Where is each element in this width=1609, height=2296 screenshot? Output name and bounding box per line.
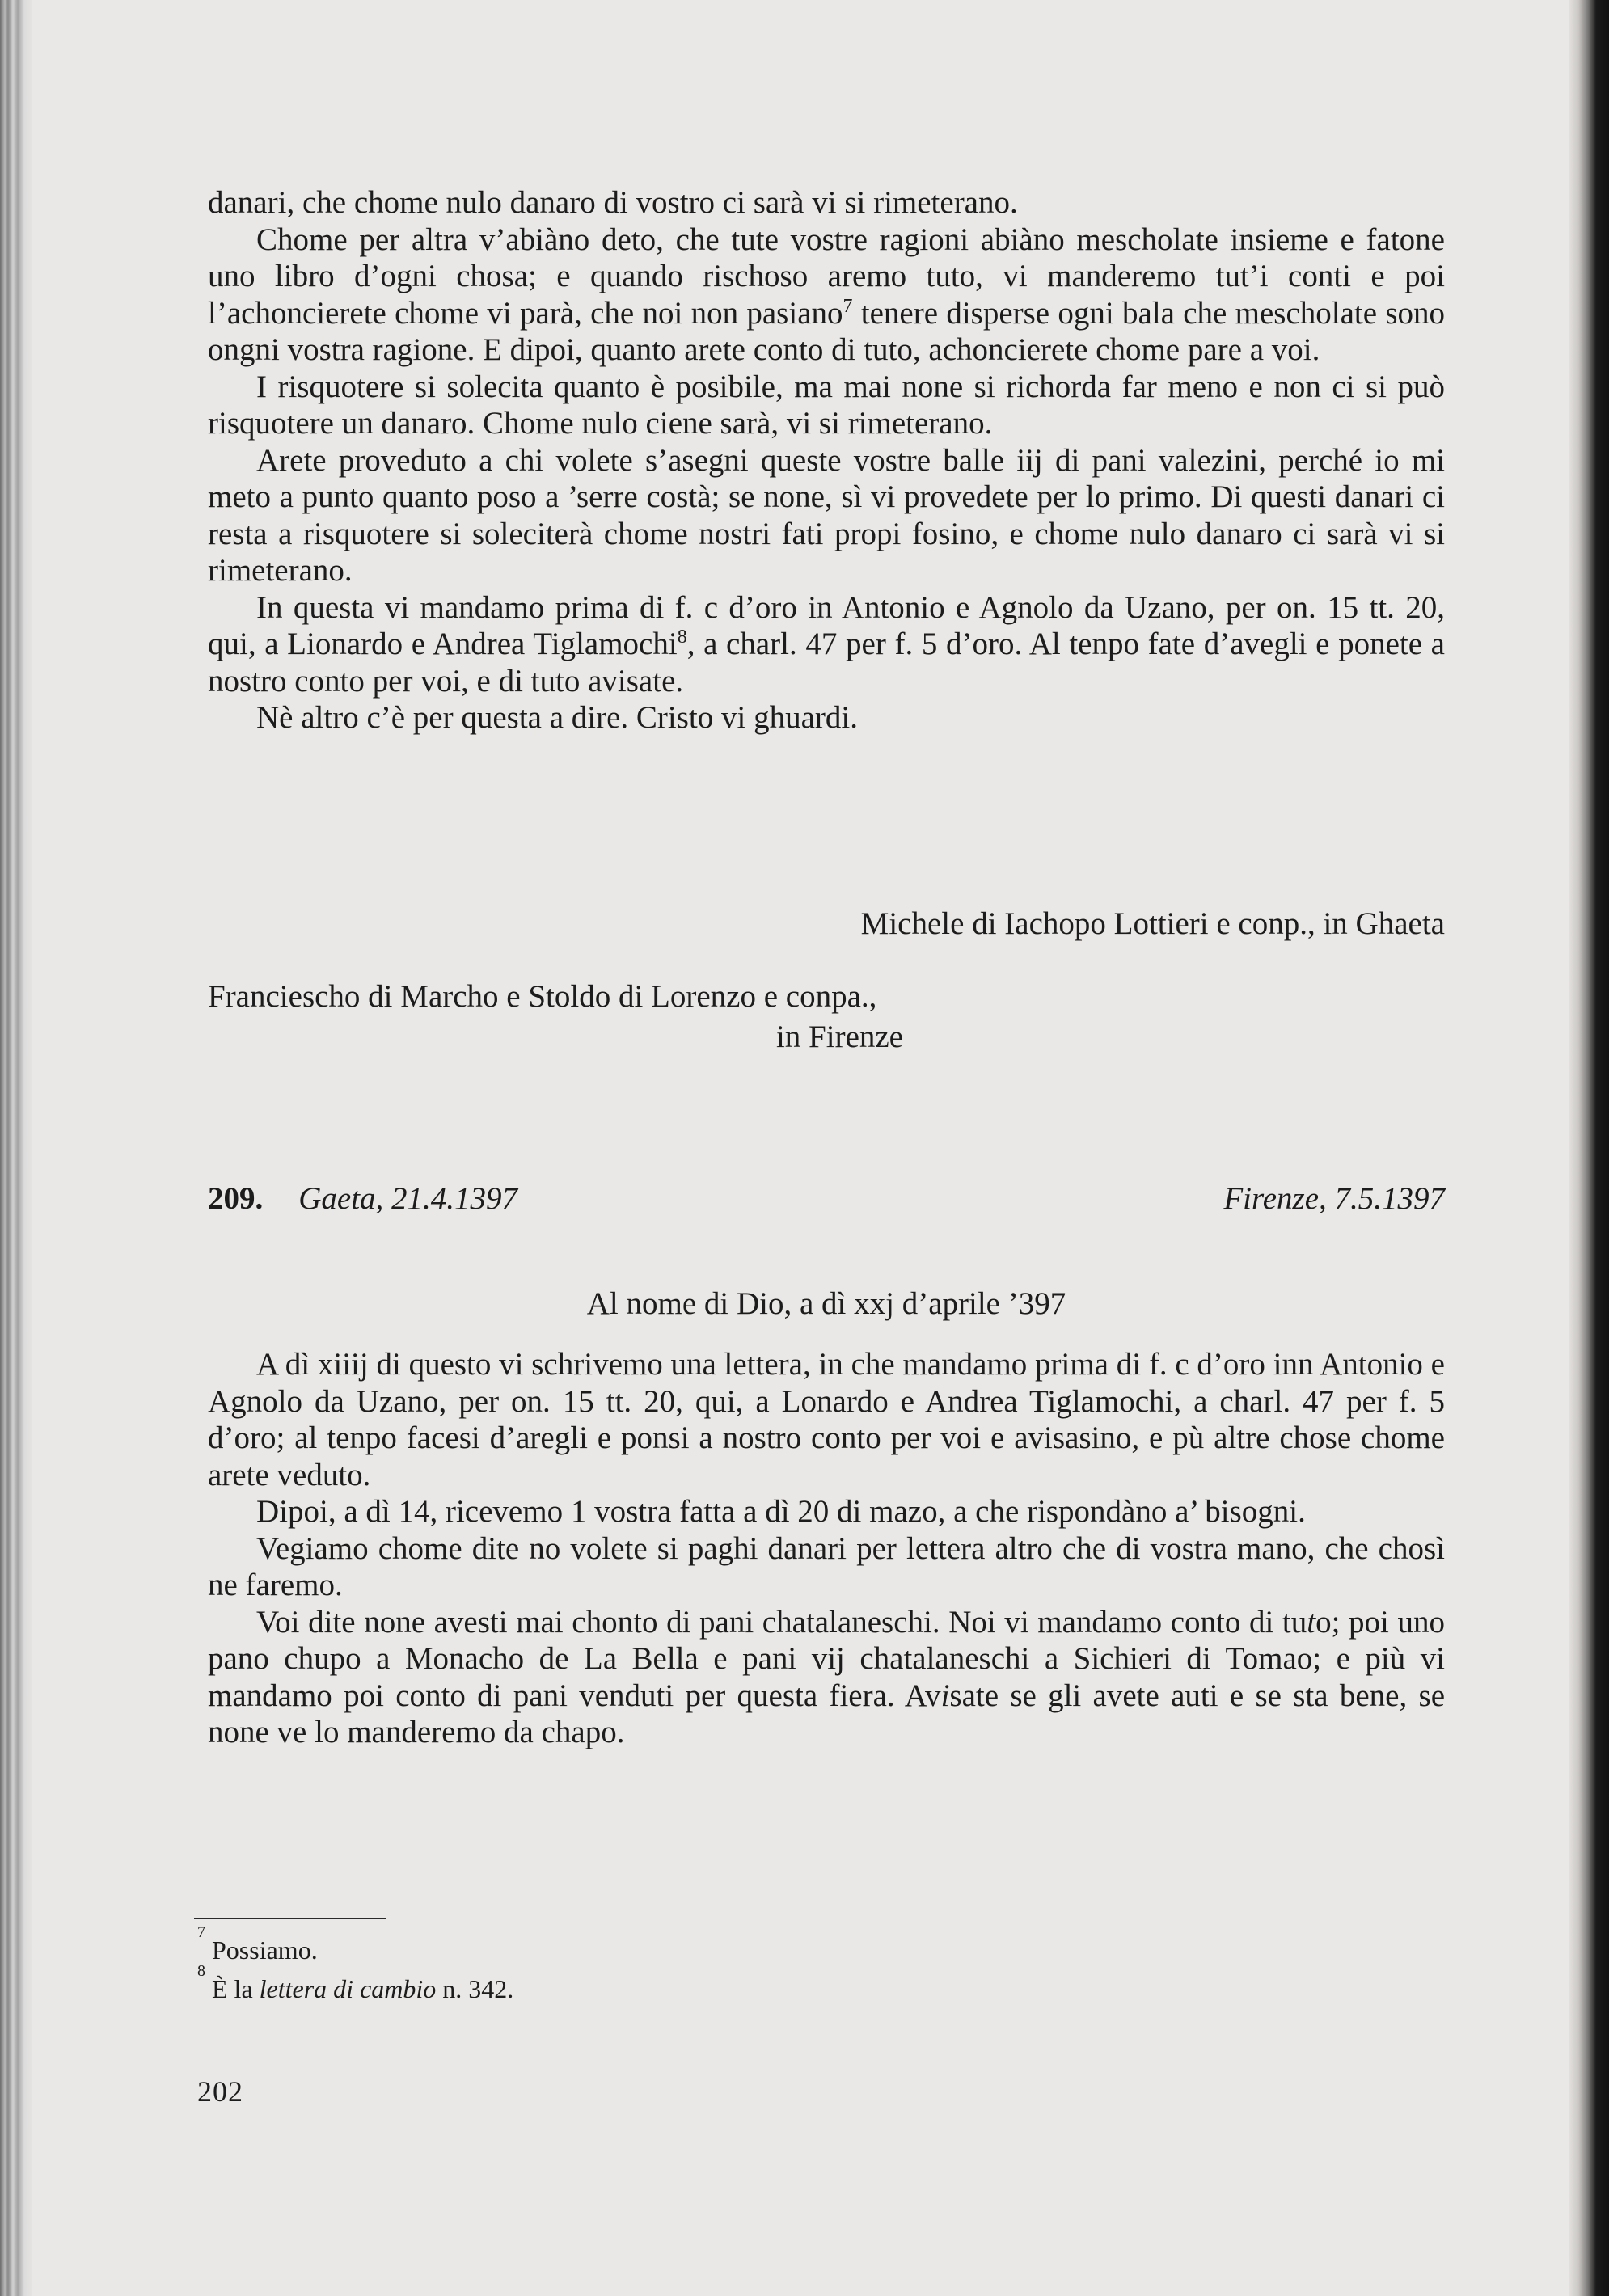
footnote-rule	[194, 1918, 386, 1919]
letter-header	[208, 1179, 1445, 1219]
paragraph: A dì xiiij di questo vi schrivemo una lettera, in che mandamo prima di f. c d’oro inn Antonio e Agnolo da Uzano, per on. 15 tt. 20, qui, a Lonardo e Andrea Tiglamochi, a charl. 47 per f. 5 d’oro; al tenpo facesi d’aregli e ponsi a nostro conto per voi e avisasino, e pù altre chose chome arete veduto.	[208, 1347, 1445, 1492]
paragraph: Dipoi, a dì 14, ricevemo 1 vostra fatta a dì 20 di mazo, a che rispondàno a’ bisogni.	[256, 1494, 1306, 1529]
letter-opening: Al nome di Dio, a dì xxj d’aprile ’397	[586, 1286, 1066, 1321]
address-line: Franciescho di Marcho e Stoldo di Lorenzo e conpa.,	[208, 979, 877, 1014]
footnote-ref[interactable]: 8	[677, 627, 687, 648]
footnote-ref[interactable]: 7	[843, 295, 853, 317]
footnote-7: $^7$ Possiamo.	[197, 1923, 318, 1965]
paragraph: Voi dite none avesti mai chonto di pani chatalaneschi. Noi vi mandamo conto di tuto; poi uno pano chupo a Monacho de La Bella e pani vij chatalaneschi a Sichieri di Tomao; e più vi mandamo poi conto di pani venduti per questa fiera. Avisate se gli avete auti e se sta bene, se none ve lo manderemo da chapo.	[208, 1604, 1446, 1749]
letter-number: 209.	[208, 1181, 264, 1216]
paragraph: Arete proveduto a chi volete s’asegni queste vostre balle iij di pani valezini, perché io mi meto a punto quanto poso a ’serre costà; se none, sì vi provedete per lo primo. Di questi danari ci resta a risquotere si soleciterà chome nostri fati propi fosino, e chome nulo danaro ci sarà vi si rimeterano.	[208, 442, 1445, 588]
footnote-8: $^8$ È la lettera di cambio n. 342.	[197, 1962, 514, 2003]
paragraph: In questa vi mandamo prima di f. c d’oro in Antonio e Agnolo da Uzano, per on. 15 tt. 20, qui, a Lionardo e Andrea Tiglamochi$^8$, a charl. 47 per f. 5 d’oro. Al tenpo fate d’avegli e ponete a nostro conto per voi, e di tuto avisate.	[208, 589, 1445, 699]
footnote-mark: 8	[197, 1962, 205, 1980]
address-line: in Firenze	[775, 1019, 903, 1054]
top-text-block	[208, 184, 1445, 736]
address-block	[208, 977, 952, 1057]
page-number: 202	[197, 2075, 243, 2108]
signature: Michele di Iachopo Lottieri e conp., in Ghaeta	[860, 906, 1445, 941]
paragraph: Chome per altra v’abiàno deto, che tute vostre ragioni abiàno mescholate insieme e fatone uno libro d’ogni chosa; e quando rischoso aremo tuto, vi manderemo tut’i conti e poi l’achoncierete chome vi parà, che noi non pasiano$^7$ tenere disperse ogni bala che mescholate sono ongni vostra ragione. E dipoi, quanto arete conto di tuto, achoncierete chome pare a voi.	[208, 222, 1446, 367]
date-from: Gaeta, 21.4.1397	[298, 1181, 518, 1216]
paragraph: Vegiamo chome dite no volete si paghi danari per lettera altro che di vostra mano, che chosì ne faremo.	[208, 1530, 1445, 1602]
paragraph: I risquotere si solecita quanto è posibile, ma mai none si richorda far meno e non ci si può risquotere un danaro. Chome nulo ciene sarà, vi si rimeterano.	[208, 369, 1445, 441]
paragraph: danari, che chome nulo danaro di vostro ci sarà vi si rimeterano.	[208, 185, 1018, 220]
footnote-mark: 7	[197, 1923, 205, 1941]
paragraph: Nè altro c’è per questa a dire. Cristo vi ghuardi.	[256, 700, 858, 735]
letter-body	[208, 1346, 1445, 1751]
date-to: Firenze, 7.5.1397	[1223, 1181, 1445, 1216]
